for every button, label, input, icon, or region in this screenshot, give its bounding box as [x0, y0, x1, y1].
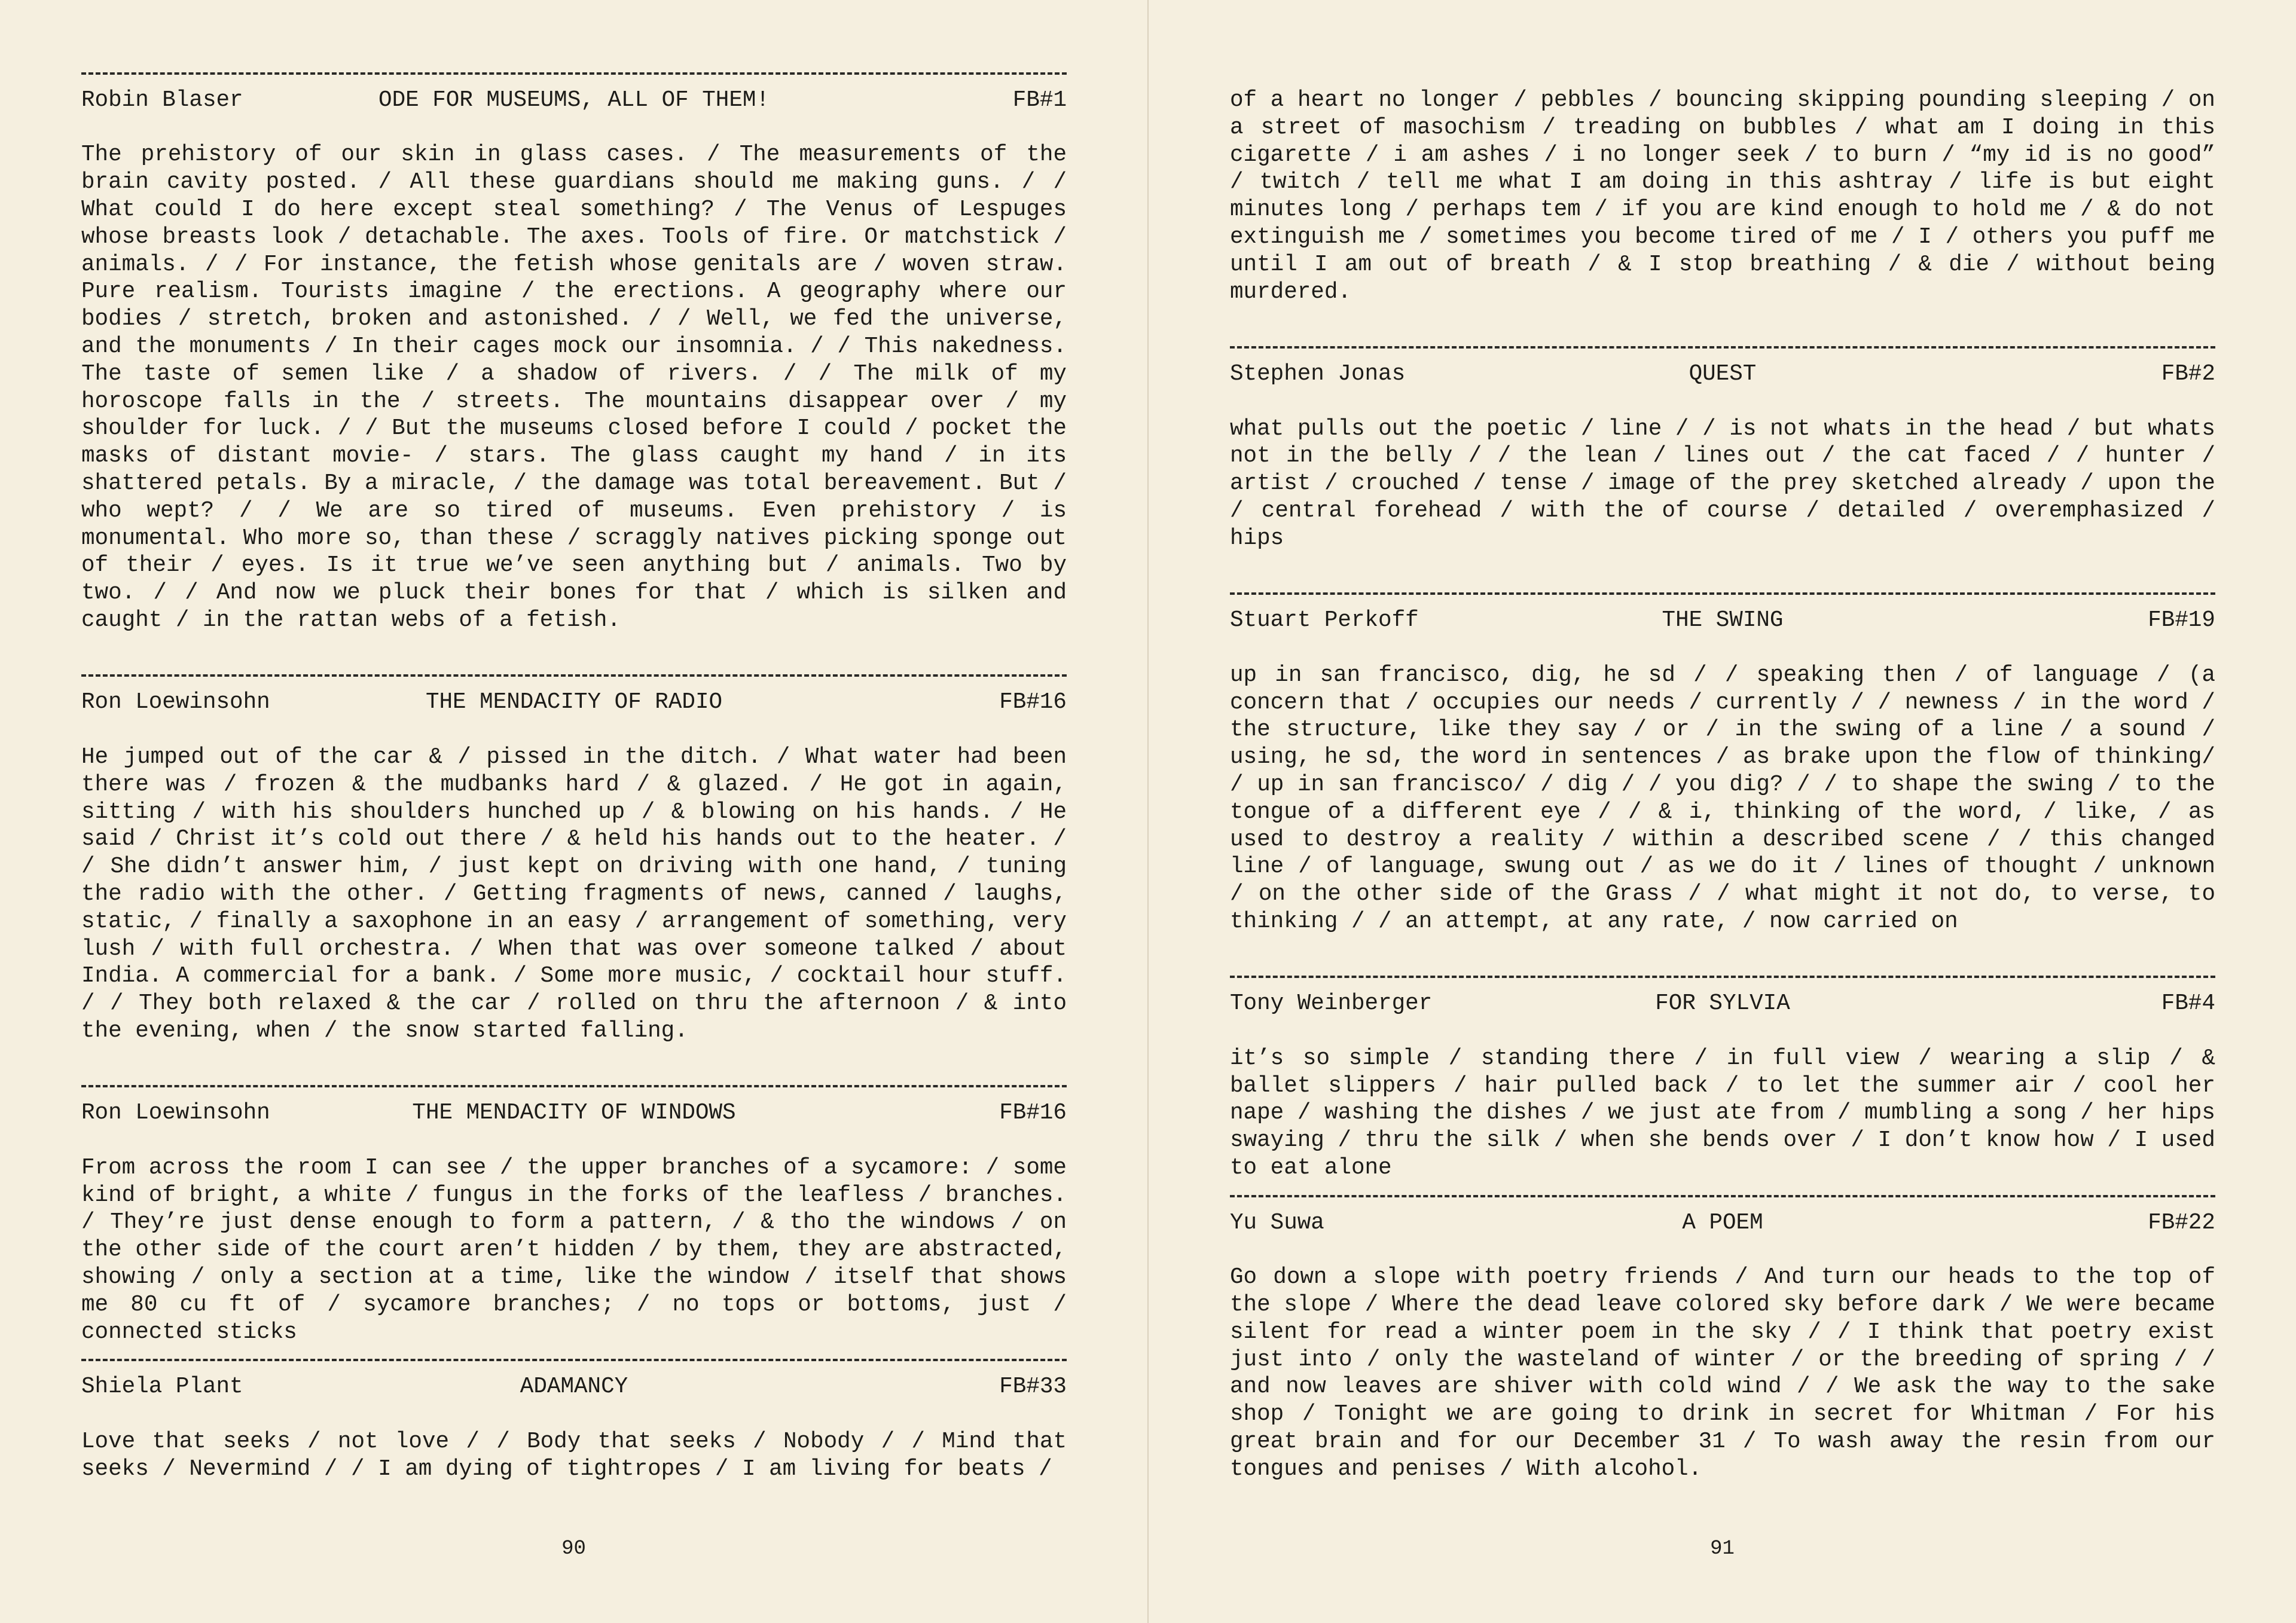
poem-author: Tony Weinberger: [1230, 991, 1433, 1017]
poem-code: FB#19: [2148, 608, 2215, 634]
poem-header: [81, 87, 1067, 115]
poem-header: [81, 1100, 1067, 1127]
poem-header: [1230, 1210, 2215, 1237]
poem-text: Love that seeks / not love / / Body that seeks / Nobody / / Mind that seeks / Nevermind / / I am dying of tightropes / I am living for beats /: [81, 1429, 1067, 1482]
poem-title: THE MENDACITY OF RADIO: [425, 690, 723, 716]
poem-code: FB#22: [2148, 1210, 2215, 1236]
poem-entry: [81, 662, 1067, 1073]
dashed-divider: [81, 662, 1067, 690]
poem-entry: [81, 1072, 1067, 1346]
poem-code: FB#16: [999, 1101, 1067, 1126]
poem-title: A POEM: [1682, 1210, 1763, 1236]
left-page: [0, 0, 1147, 1623]
poem-entry: [1230, 334, 2215, 580]
poem-title: ADAMANCY: [520, 1374, 628, 1400]
poem-title: QUEST: [1689, 361, 1757, 387]
dashed-divider: [1230, 334, 2215, 361]
poem-entry: [1230, 1182, 2215, 1484]
dashed-divider: [1230, 964, 2215, 991]
page-number: 90: [561, 1538, 586, 1560]
poem-author: Shiela Plant: [81, 1374, 243, 1400]
poem-author: Stephen Jonas: [1230, 361, 1406, 387]
poem-title: ODE FOR MUSEUMS, ALL OF THEM!: [378, 87, 770, 113]
poem-title: THE MENDACITY OF WINDOWS: [412, 1101, 736, 1126]
poem-entry: [81, 60, 1067, 662]
poem-code: FB#1: [1012, 87, 1067, 113]
page-number: 91: [1710, 1538, 1735, 1560]
poem-code: FB#33: [999, 1374, 1067, 1400]
dashed-divider: [1230, 580, 2215, 607]
poem-author: Stuart Perkoff: [1230, 608, 1419, 634]
poem-author: Ron Loewinsohn: [81, 690, 270, 716]
poem-text: From across the room I can see / the upper branches of a sycamore: / some kind of bright, a white / fungus in the forks of the leafless / branches. / They’re just dense enough to form a pattern, / & tho the windows / on the other side of the court aren’t hidden / by them, they are abstracted, showing / only a section at a time, like the window / itself that shows me 80 cu ft of / sycamore branches; / no tops or bottoms, just / connected sticks: [81, 1155, 1067, 1345]
poem-text: The prehistory of our skin in glass cases. / The measurements of the brain cavity posted. / All these guardians should me making guns. / / What could I do here except steal something? / The Venus of Lespuges whose breasts look / detachable. The axes. Tools of fire. Or matchstick / animals. / / For instance, the fetish whose genitals are / woven straw. Pure realism. Tourists imagine / the erections. A geography where our bodies / stretch, broken and astonished. / / Well, we fed the universe, and the monuments / In their cages mock our insomnia. / / This nakedness. The taste of semen like / a shadow of rivers. / / The milk of my horoscope falls in the / streets. The mountains disappear over / my shoulder for luck. / / But the museums closed before I could / pocket the masks of distant movie- / stars. The glass caught my hand / in its shattered petals. By a miracle, / the damage was total bereavement. But / who wept? / / We are so tired of museums. Even prehistory / is monumental. Who more so, than these / scraggly natives picking sponge out of their / eyes. Is it true we’ve seen anything but / animals. Two by two. / / And now we pluck their bones for that / which is silken and caught / in the rattan webs of a fetish.: [81, 142, 1067, 633]
dashed-divider: [81, 1072, 1067, 1100]
poem-text: up in san francisco, dig, he sd / / speaking then / of language / (a concern that / occupies our needs / currently / / newness / in the word / the structure, like they say / or / in the swing of a line / a sound / using, he sd, the word in sentences / as brake upon the flow of thinking/ / up in san francisco/ / dig / / you dig? / / to shape the swing / to the tongue of a different eye / / & i, thinking of the word, / like, / as used to destroy a reality / within a described scene / / this changed line / of language, swung out / as we do it / lines of thought / unknown / on the other side of the Grass / / what might it not do, to verse, to thinking / / an attempt, at any rate, / now carried on: [1230, 662, 2215, 934]
poem-header: [1230, 607, 2215, 635]
left-column: [81, 60, 1067, 1483]
dashed-divider: [1230, 1182, 2215, 1210]
poem-continuation-text: of a heart no longer / pebbles / bouncing skipping pounding sleeping / on a street of masochism / treading on bubbles / what am I doing in this cigarette / i am ashes / i no longer seek / to burn / “my id is no good” / twitch / tell me what I am doing in this ashtray / life is but eight minutes long / perhaps tem / if you are kind enough to hold me / & do not extinguish me / sometimes you become tired of me / I / others you puff me until I am out of breath / & I stop breathing / & die / without being murdered.: [1230, 88, 2215, 305]
poem-text: Go down a slope with poetry friends / And turn our heads to the top of the slope / Where the dead leave colored sky before dark / We were became silent for read a winter poem in the sky / / I think that poetry exist just into / only the wasteland of winter / or the breeding of spring / / and now leaves are shiver with cold wind / / We ask the way to the sake shop / Tonight we are going to drink in secret for Whitman / For his great brain and for our December 31 / To wash away the resin from our tongues and penises / With alcohol.: [1230, 1265, 2215, 1482]
poem-text: what pulls out the poetic / line / / is not whats in the head / but whats not in the belly / / the lean / lines out / the cat faced / / hunter / artist / crouched / tense / image of the prey sketched already / upon the / central forehead / with the of course / detailed / overemphasized / hips: [1230, 416, 2215, 551]
right-page: [1149, 0, 2296, 1623]
poem-text: it’s so simple / standing there / in full view / wearing a slip / & ballet slippers / hair pulled back / to let the summer air / cool her nape / washing the dishes / we just ate from / mumbling a song / her hips swaying / thru the silk / when she bends over / I don’t know how / I used to eat alone: [1230, 1046, 2215, 1181]
poem-header: [1230, 991, 2215, 1018]
poem-header: [1230, 361, 2215, 389]
poem-entry: [81, 1346, 1067, 1483]
poem-title: FOR SYLVIA: [1655, 991, 1790, 1017]
poem-code: FB#4: [2161, 991, 2215, 1017]
poem-entry: [1230, 964, 2215, 1182]
poem-code: FB#16: [999, 690, 1067, 716]
poem-header: [81, 689, 1067, 717]
right-column: [1230, 87, 2215, 1484]
poem-author: Robin Blaser: [81, 87, 243, 113]
poem-author: Yu Suwa: [1230, 1210, 1324, 1236]
poem-title: THE SWING: [1662, 608, 1784, 634]
poem-code: FB#2: [2161, 361, 2215, 387]
poem-text: He jumped out of the car & / pissed in the ditch. / What water had been there was / frozen & the mudbanks hard / & glazed. / He got in again, sitting / with his shoulders hunched up / & blowing on his hands. / He said / Christ it’s cold out there / & held his hands out to the heater. / / She didn’t answer him, / just kept on driving with one hand, / tuning the radio with the other. / Getting fragments of news, canned / laughs, static, / finally a saxophone in an easy / arrangement of something, very lush / with full orchestra. / When that was over someone talked / about India. A commercial for a bank. / Some more music, / cocktail hour stuff. / / They both relaxed & the car / rolled on thru the afternoon / & into the evening, when / the snow started falling.: [81, 744, 1067, 1044]
poem-entry: [1230, 580, 2215, 963]
dashed-divider: [81, 1346, 1067, 1374]
poem-author: Ron Loewinsohn: [81, 1101, 270, 1126]
dashed-divider: [81, 60, 1067, 87]
poem-header: [81, 1374, 1067, 1401]
